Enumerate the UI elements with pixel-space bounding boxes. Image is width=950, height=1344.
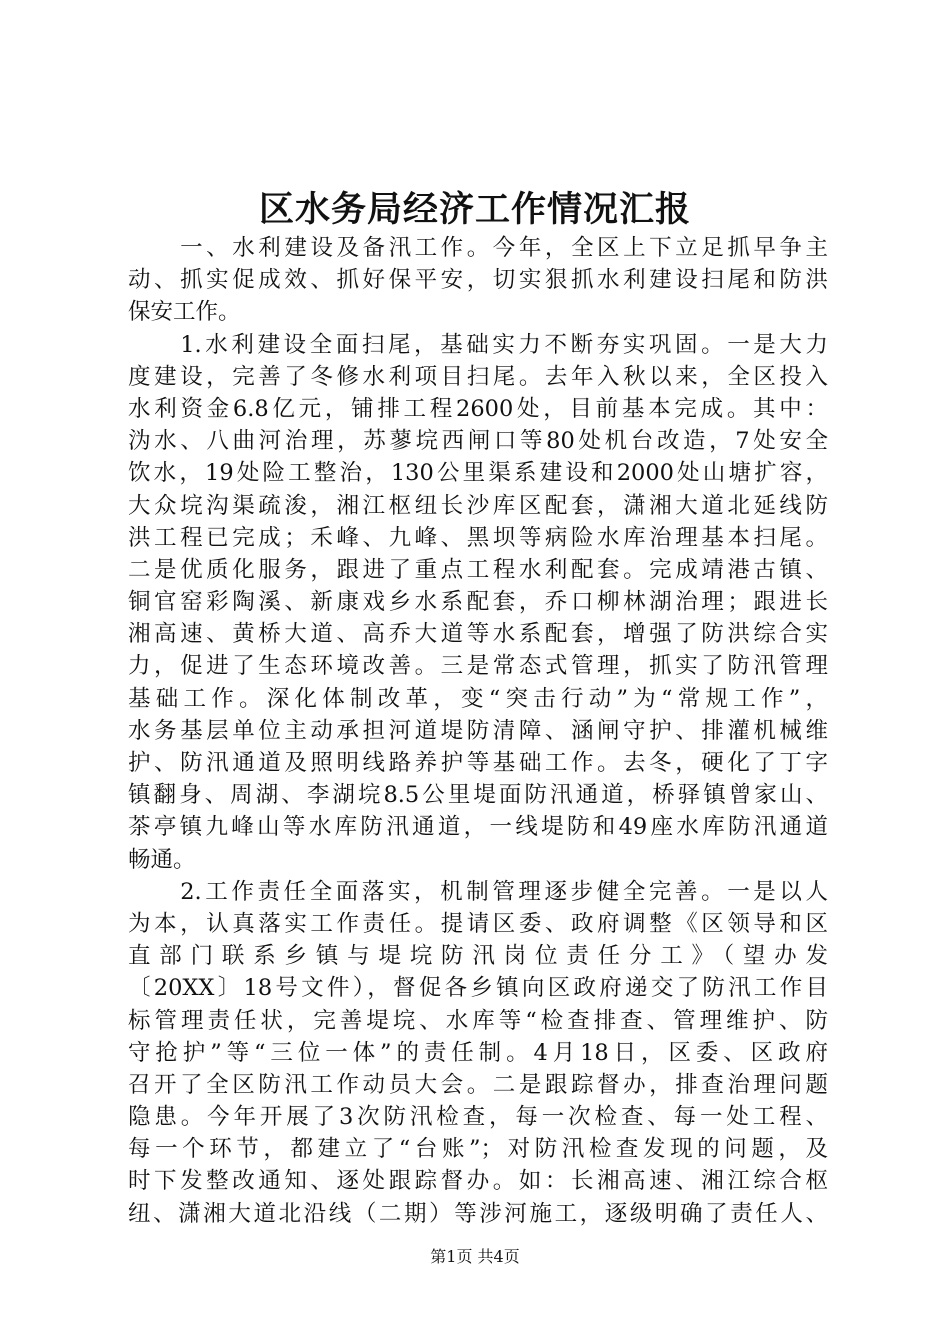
- text-line: 洪工程已完成；禾峰、九峰、黑坝等病险水库治理基本扫尾。: [128, 524, 828, 551]
- text-line: 为本，认真落实工作责任。提请区委、政府调整《区领导和区: [128, 910, 828, 937]
- text-line: 直部门联系乡镇与堤垸防汛岗位责任分工》（望办发: [128, 943, 828, 970]
- text-line: 沩水、八曲河治理，苏蓼垸西闸口等80处机台改造，7处安全: [128, 428, 828, 455]
- text-line: 守抢护”等“三位一体”的责任制。4月18日，区委、区政府: [128, 1039, 828, 1066]
- text-line: 2.工作责任全面落实，机制管理逐步健全完善。一是以人: [128, 878, 828, 905]
- text-line: 水利资金6.8亿元，铺排工程2600处，目前基本完成。其中：: [128, 395, 828, 422]
- text-line: 大众垸沟渠疏浚，湘江枢纽长沙库区配套，潇湘大道北延线防: [128, 492, 828, 519]
- text-line: 时下发整改通知、逐处跟踪督办。如：长湘高速、湘江综合枢: [128, 1168, 828, 1195]
- document-body: [128, 232, 828, 1230]
- text-line: 〔20XX〕18号文件），督促各乡镇向区政府递交了防汛工作目: [128, 975, 828, 1002]
- text-line: 水务基层单位主动承担河道堤防清障、涵闸守护、排灌机械维: [128, 717, 828, 744]
- text-line: 饮水，19处险工整治，130公里渠系建设和2000处山塘扩容，: [128, 460, 828, 487]
- text-line: 二是优质化服务，跟进了重点工程水利配套。完成靖港古镇、: [128, 556, 828, 583]
- text-line: 度建设，完善了冬修水利项目扫尾。去年入秋以来，全区投入: [128, 363, 828, 390]
- document-title: 区水务局经济工作情况汇报: [258, 189, 691, 230]
- text-line: 一、水利建设及备汛工作。今年，全区上下立足抓早争主: [128, 235, 828, 261]
- text-line: 隐患。今年开展了3次防汛检查，每一次检查、每一处工程、: [128, 1104, 828, 1131]
- text-line: 力，促进了生态环境改善。三是常态式管理，抓实了防汛管理: [128, 653, 828, 680]
- text-line: 召开了全区防汛工作动员大会。二是跟踪督办，排查治理问题: [128, 1071, 828, 1098]
- text-line: 铜官窑彩陶溪、新康戏乡水系配套，乔口柳林湖治理；跟进长: [128, 589, 828, 616]
- text-line: 畅通。: [128, 846, 196, 873]
- text-line: 镇翻身、周湖、李湖垸8.5公里堤面防汛通道，桥驿镇曾家山、: [128, 782, 828, 809]
- text-line: 1.水利建设全面扫尾，基础实力不断夯实巩固。一是大力: [128, 331, 828, 358]
- text-line: 动、抓实促成效、抓好保平安，切实狠抓水利建设扫尾和防洪: [128, 267, 828, 294]
- text-line: 标管理责任状，完善堤垸、水库等“检查排查、管理维护、防: [128, 1007, 828, 1034]
- page-number: 第1页 共4页: [430, 1247, 520, 1266]
- text-line: 茶亭镇九峰山等水库防汛通道，一线堤防和49座水库防汛通道: [128, 814, 828, 841]
- text-line: 护、防汛通道及照明线路养护等基础工作。去冬，硬化了丁字: [128, 750, 828, 776]
- text-line: 保安工作。: [128, 299, 241, 326]
- text-line: 湘高速、黄桥大道、高乔大道等水系配套，增强了防洪综合实: [128, 621, 828, 648]
- text-line: 纽、潇湘大道北沿线（二期）等涉河施工，逐级明确了责任人、: [128, 1200, 828, 1227]
- text-line: 每一个环节，都建立了“台账”；对防汛检查发现的问题，及: [128, 1136, 828, 1163]
- text-line: 基础工作。深化体制改革，变“突击行动”为“常规工作”，: [128, 685, 828, 712]
